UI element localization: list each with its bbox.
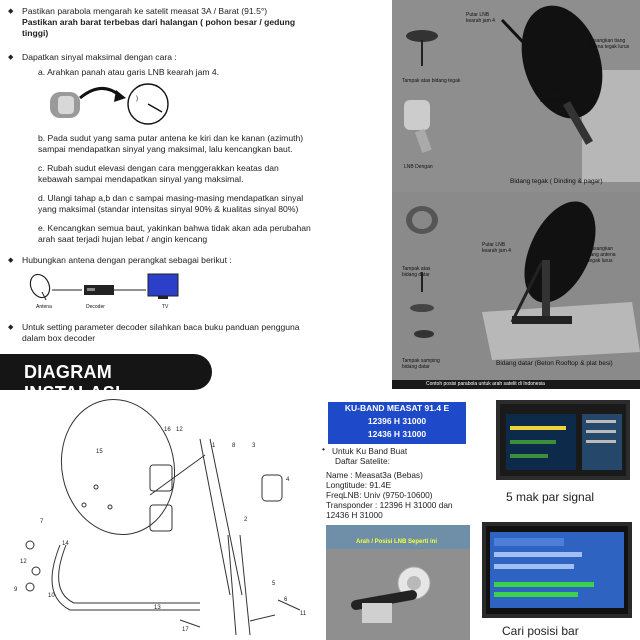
part-label: 11 (300, 611, 307, 617)
warning-line-1: Pastikan arah barat terbebas dari halangan ( pohon besar / gedung (22, 17, 296, 27)
wall-mount-photo (392, 0, 640, 192)
lnb-rotation-illustration (44, 80, 184, 128)
warning-line-2: tinggi) (22, 28, 49, 38)
bullet-decoder-2: dalam box decoder (22, 333, 96, 343)
ku-line-2: 12436 H 31000 (367, 429, 427, 439)
part-label: 2 (244, 517, 248, 523)
signal-screen-photo (496, 400, 630, 480)
step-e-2: arah saat terjadi hujan lebat / angin kencang (38, 234, 208, 244)
step-c-1: c. Rubah sudut elevasi dengan cara menggerakkan keatas dan (38, 163, 279, 173)
info-line-4: Longtitude: 91.4E (326, 480, 392, 490)
part-label: 7 (40, 519, 44, 525)
part-label: 6 (284, 597, 288, 603)
part-label: 3 (252, 443, 256, 449)
tv-label: TV (162, 304, 169, 310)
part-label: 1 (212, 443, 216, 449)
banner-title: DIAGRAM INSTALASI (24, 362, 121, 403)
photo-note-bar (392, 380, 640, 389)
top-tampak-atas: Tampak atas bidang tegak (402, 78, 461, 84)
mid-tampak-atas: Tampak atas bidang datar (402, 266, 431, 278)
lnb-icon (50, 92, 80, 118)
top-sudut-elevasi: sudut elevasi (540, 98, 570, 104)
antenna-icon (27, 271, 53, 300)
mid-putar-lnb: Putar LNB kearah jam 4 (482, 242, 511, 254)
part-label: 5 (272, 581, 276, 587)
part-label: 16 (164, 427, 171, 433)
diagram-instalasi-banner (0, 354, 212, 403)
info-line-5: FreqLNB: Univ (9750-10600) (326, 490, 433, 500)
antenna-label: Antena (36, 304, 52, 310)
top-pasangkan: Pasangkan tiang antena tegak lurus (588, 38, 630, 50)
part-label: 4 (286, 477, 290, 483)
ku-title: KU-BAND MEASAT 91.4 E (344, 403, 450, 413)
svg-text:): ) (136, 96, 138, 102)
part-label: 8 (232, 443, 236, 449)
top-lnb-dengan: LNB Dengan (404, 164, 433, 170)
step-c-2: kebawah sampai mendapatkan sinyal yang maksimal. (38, 174, 244, 184)
top-putar-lnb: Putar LNB kearah jam 4 (466, 12, 495, 24)
info-line-1: • Untuk Ku Band Buat (322, 444, 408, 456)
info-line-3: Name : Measat3a (Bebas) (326, 470, 423, 480)
part-label: 15 (96, 449, 103, 455)
flat-mount-photo (392, 192, 640, 380)
mid-tampak-samping: Tampak samping bidang datar (402, 358, 440, 370)
search-screen-photo (482, 522, 632, 618)
step-d-2: yang maksimal (standar intensitas sinyal 90% & kualitas sinyal 80%) (38, 204, 299, 214)
ku-band-box (328, 402, 466, 444)
mid-caption: Bidang datar (Beton Rooftop & plat besi) (496, 360, 613, 367)
decoder-icon (84, 285, 114, 295)
signal-caption: 5 mak par signal (506, 490, 595, 504)
rotate-arrow-icon (80, 88, 120, 98)
part-label: 13 (154, 605, 161, 611)
part-label: 12 (20, 559, 27, 565)
bullet-decoder-1: ◆ Untuk setting parameter decoder silahkan baca buku panduan pengguna (22, 322, 372, 333)
concrete-slab (482, 302, 640, 360)
info-line-7: 12436 H 31000 (326, 510, 383, 520)
exploded-parts-diagram (0, 395, 322, 640)
step-b-2: sampai mendapatkan sinyal yang maksimal, lalu kencangkan baut. (38, 144, 293, 154)
decoder-label: Decoder (86, 304, 105, 310)
bullet-signal: ◆ Dapatkan sinyal maksimal dengan cara : (22, 52, 372, 63)
search-caption: Cari posisi bar (502, 624, 579, 638)
part-label: 9 (14, 587, 18, 593)
top-caption: Bidang tegak ( Dinding & pagar) (510, 178, 603, 185)
mid-pasangkan: Pasangkan tiang antena tegak lurus (588, 246, 616, 264)
bullet-connect: ◆ Hubungkan antena dengan perangkat sebagai berikut : (22, 255, 372, 266)
top-lekah: lekah (554, 88, 566, 94)
step-b-1: b. Pada sudut yang sama putar antena ke kiri dan ke kanan (azimuth) (38, 133, 304, 143)
part-label: 12 (176, 427, 183, 433)
part-label: 14 (62, 541, 69, 547)
dish-outline (49, 395, 187, 545)
lnb-closeup-photo (326, 525, 470, 640)
ku-line-1: 12396 H 31000 (367, 416, 427, 426)
step-d-1: d. Ulangi tahap a,b dan c sampai masing-masing mendapatkan sinyal (38, 193, 304, 203)
part-label: 10 (48, 593, 55, 599)
part-label: 17 (182, 627, 189, 633)
info-line-2: Daftar Satelite: (335, 456, 390, 466)
step-e-1: e. Kencangkan semua baut, yakinkan bahwa tidak akan ada perubahan (38, 223, 311, 233)
info-line-6: Transponder : 12396 H 31000 dan (326, 500, 453, 510)
tv-icon (148, 274, 178, 299)
step-a: a. Arahkan panah atau garis LNB kearah jam 4. (38, 67, 220, 77)
lnb-direction-label: Arah / Posisi LNB Seperti ini (356, 539, 438, 545)
photo-note: Contoh posisi parabola untuk arah satelit di Indonesia (426, 381, 545, 387)
bullet-satellite: ◆ Pastikan parabola mengarah ke satelit measat 3A / Barat (91.5°) (22, 6, 372, 17)
